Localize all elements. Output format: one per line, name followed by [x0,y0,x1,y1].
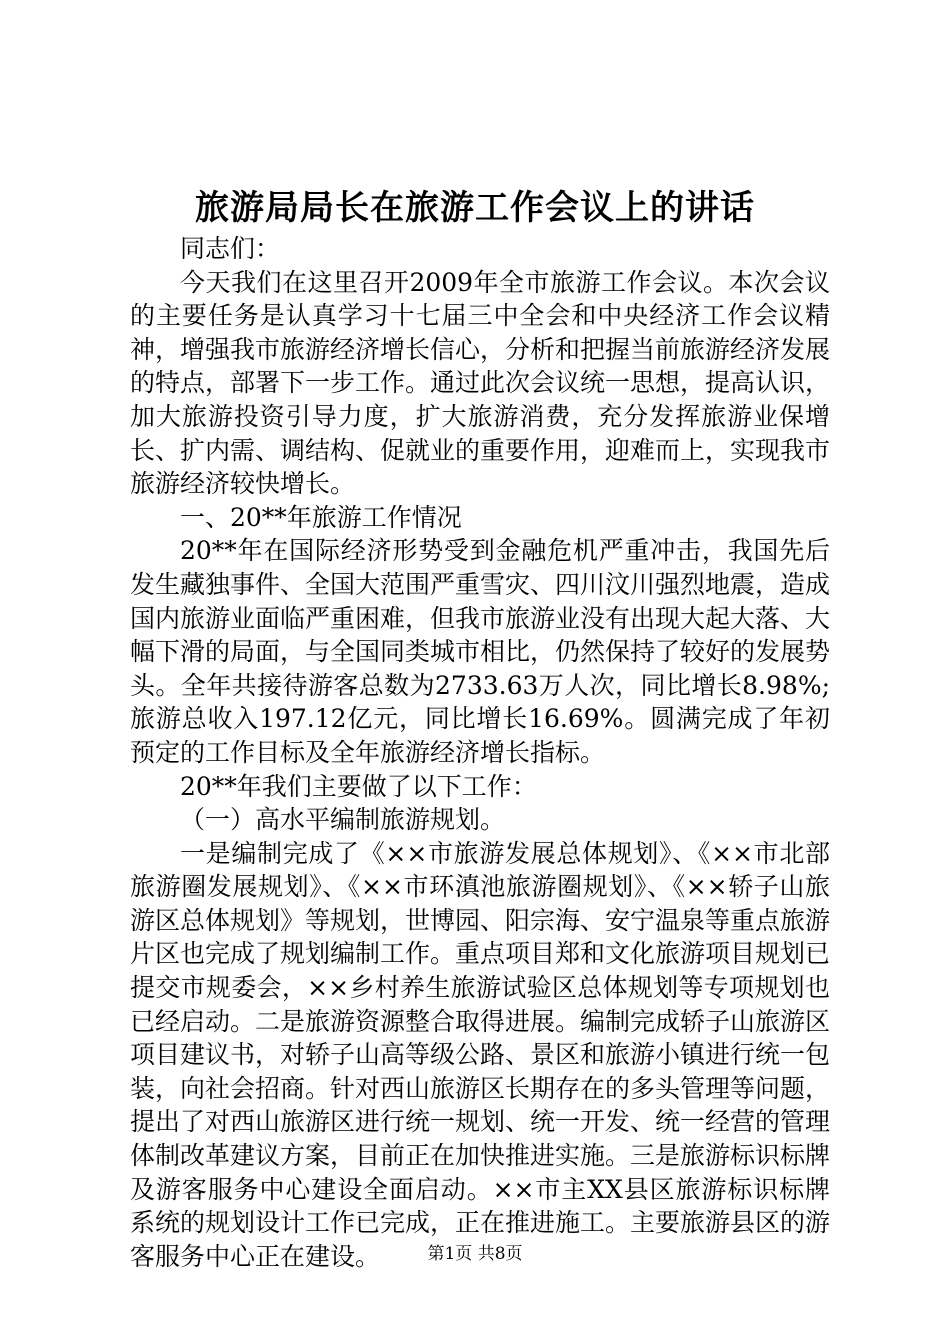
page-number-footer: 第1页 共8页 [427,1244,523,1264]
paragraph-intro: 今天我们在这里召开2009年全市旅游工作会议。本次会议的主要任务是认真学习十七届三中全会和中央经济工作会议精神，增强我市旅游经济增长信心，分析和把握当前旅游经济发展的特点，部署下一步工作。通过此次会议统一思想，提高认识，加大旅游投资引导力度，扩大旅游消费，充分发挥旅游业保增长、扩内需、调结构、促就业的重要作用，迎难而上，实现我市旅游经济较快增长。 [130,267,831,499]
paragraph-work-intro: 20**年我们主要做了以下工作： [180,771,537,801]
paragraph-planning: 一是编制完成了《××市旅游发展总体规划》、《××市北部旅游圈发展规划》、《××市环滇池旅游圈规划》、《××轿子山旅游区总体规划》等规划，世博园、阳宗海、安宁温泉等重点旅游片区也完成了规划编制工作。重点项目郑和文化旅游项目规划已提交市规委会，××乡村养生旅游试验区总体规划等专项规划也已经启动。二是旅游资源整合取得进展。编制完成轿子山旅游区项目建议书，对轿子山高等级公路、景区和旅游小镇进行统一包装，向社会招商。针对西山旅游区长期存在的多头管理等问题，提出了对西山旅游区进行统一规划、统一开发、统一经营的管理体制改革建议方案，目前正在加快推进实施。三是旅游标识标牌及游客服务中心建设全面启动。××市主XX县区旅游标识标牌系统的规划设计工作已完成，正在推进施工。主要旅游县区的游客服务中心正在建设。 [130,838,831,1271]
section-heading-1: 一、20**年旅游工作情况 [180,502,462,532]
subsection-heading-1: （一）高水平编制旅游规划。 [180,805,506,835]
document-body [130,232,830,1273]
document-title: 旅游局局长在旅游工作会议上的讲话 [195,188,755,228]
salutation: 同志们： [180,234,281,263]
paragraph-situation: 20**年在国际经济形势受到金融危机严重冲击，我国先后发生藏独事件、全国大范围严重雪灾、四川汶川强烈地震，造成国内旅游业面临严重困难，但我市旅游业没有出现大起大落、大幅下滑的局面，与全国同类城市相比，仍然保持了较好的发展势头。全年共接待游客总数为2733.63万人次，同比增长8.98%;旅游总收入197.12亿元，同比增长16.69%。圆满完成了年初预定的工作目标及全年旅游经济增长指标。 [130,536,831,767]
